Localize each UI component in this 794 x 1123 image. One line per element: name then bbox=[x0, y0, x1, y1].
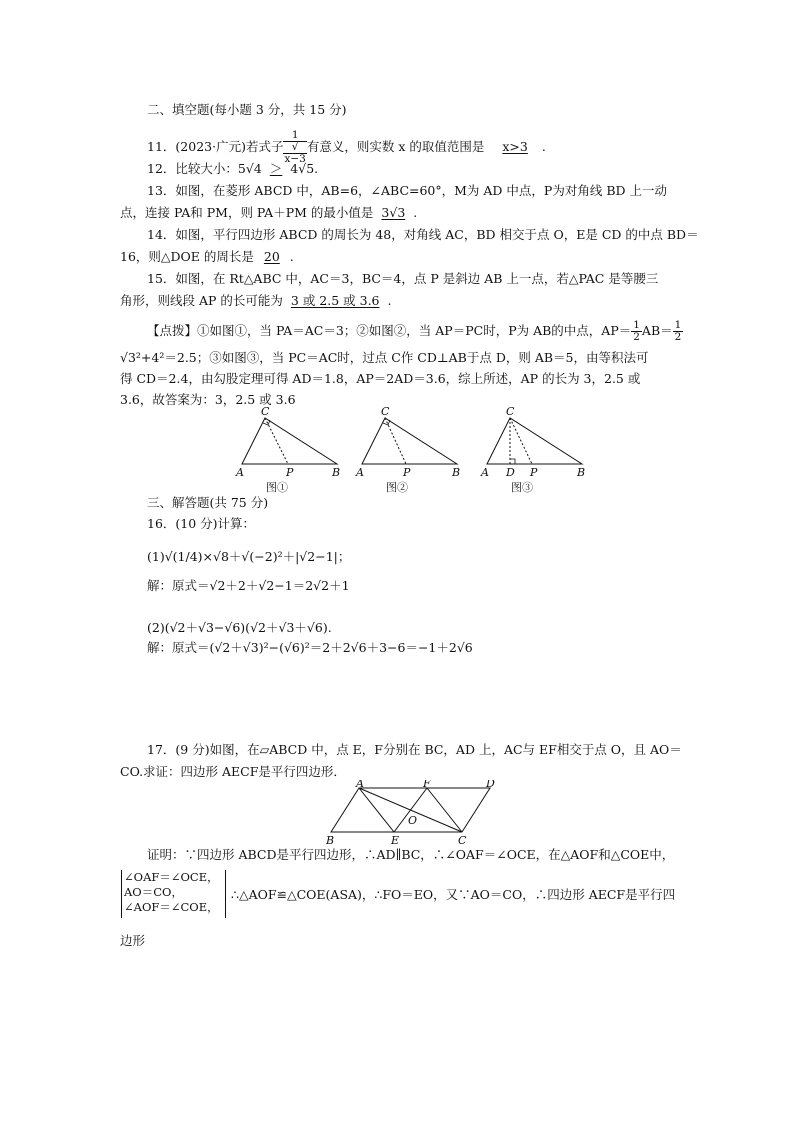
svg-text:C: C bbox=[506, 405, 515, 418]
svg-text:B: B bbox=[452, 466, 461, 479]
svg-text:C: C bbox=[261, 405, 270, 418]
hint-line4: 3.6，故答案为：3，2.5 或 3.6 bbox=[120, 392, 296, 407]
system-brace-right bbox=[225, 870, 226, 918]
svg-text:B: B bbox=[577, 466, 586, 479]
figure-1-caption: 图① bbox=[266, 481, 288, 494]
svg-text:P: P bbox=[403, 466, 411, 479]
svg-text:C: C bbox=[458, 834, 467, 846]
hint-line2: √3²+4²＝2.5；③如图③，当 PC＝AC时，过点 C作 CD⊥AB于点 D，则 AB＝5，由等积法可 bbox=[120, 350, 649, 365]
section-title-answers: 三、解答题(共 75 分) bbox=[147, 495, 269, 510]
figure-1 bbox=[235, 405, 340, 479]
q12-answer: ＞ bbox=[269, 161, 283, 176]
question-16-part2: (2)(√2＋√3−√6)(√2＋√3＋√6). bbox=[147, 620, 332, 635]
question-17-line2: CO.求证：四边形 AECF是平行四边形． bbox=[120, 764, 346, 779]
figure-3 bbox=[480, 405, 585, 479]
system-line2: AO＝CO， bbox=[124, 885, 183, 899]
question-17-line1: 17．(9 分)如图，在▱ABCD 中，点 E，F分别在 BC，AD 上，AC与 EF相交于点 O，且 AO＝ bbox=[147, 742, 682, 757]
question-14-line1: 14．如图，平行四边形 ABCD 的周长为 48，对角线 AC，BD 相交于点 O，E是 CD 的中点 BD＝ bbox=[147, 227, 699, 242]
question-13-line2: 点，连接 PA和 PM，则 PA＋PM 的最小值是 3√3 . bbox=[120, 205, 418, 220]
q11-fraction: 1 √ x−3 bbox=[284, 129, 306, 165]
svg-text:A: A bbox=[356, 466, 364, 479]
svg-text:F: F bbox=[423, 780, 431, 790]
svg-text:P: P bbox=[286, 466, 294, 479]
svg-text:C: C bbox=[381, 405, 390, 418]
q15-answer: 3 或 2.5 或 3.6 bbox=[290, 293, 380, 308]
figure-2-caption: 图② bbox=[386, 481, 408, 494]
svg-text:A: A bbox=[236, 466, 244, 479]
question-16-part1-solution: 解：原式＝√2＋2＋√2−1＝2√2＋1 bbox=[147, 578, 350, 593]
question-16-part2-solution: 解：原式＝(√2＋√3)²−(√6)²＝2＋2√6＋3−6＝−1＋2√6 bbox=[147, 640, 473, 655]
question-11: 11．(2023·广元)若式子 1 √ x−3 有意义，则实数 x 的取值范围是 x>3 . bbox=[147, 129, 546, 165]
question-15-line1: 15．如图，在 Rt△ABC 中，AC＝3，BC＝4，点 P 是斜边 AB 上一点，若△PAC 是等腰三 bbox=[147, 271, 659, 286]
question-13-line1: 13．如图，在菱形 ABCD 中，AB=6，∠ABC=60°，M为 AD 中点，P为对角线 BD 上一动 bbox=[147, 183, 667, 198]
question-16-part1: (1)√(1/4)×√8＋√(−2)²＋|√2−1|； bbox=[147, 549, 351, 564]
system-line3: ∠AOF＝∠COE， bbox=[124, 900, 219, 914]
figure-2 bbox=[355, 405, 460, 479]
question-15-line2: 角形，则线段 AP 的长可能为 3 或 2.5 或 3.6 . bbox=[120, 293, 392, 308]
proof-line1: 证明：∵四边形 ABCD是平行四边形，∴AD∥BC，∴∠OAF＝∠OCE，在△AOF和△COE中， bbox=[147, 847, 675, 862]
svg-text:A: A bbox=[481, 466, 489, 479]
proof-line3: 边形 bbox=[120, 933, 146, 948]
svg-text:B: B bbox=[332, 466, 341, 479]
triangle-figures bbox=[230, 404, 600, 484]
q11-lead: 11．(2023·广元)若式子 bbox=[147, 139, 284, 154]
q13-answer: 3√3 bbox=[381, 205, 406, 220]
hint-line3: 得 CD＝2.4，由勾股定理可得 AD＝1.8，AP＝2AD＝3.6，综上所述，AP 的长为 3，2.5 或 bbox=[120, 371, 641, 386]
svg-text:B: B bbox=[326, 834, 335, 846]
system-line1: ∠OAF＝∠OCE， bbox=[124, 870, 219, 884]
proof-line2: ∴△AOF≌△COE(ASA)，∴FO＝EO，又∵AO＝CO，∴四边形 AECF是平行四 bbox=[231, 887, 676, 902]
svg-text:A: A bbox=[356, 780, 364, 790]
figure-3-caption: 图③ bbox=[511, 481, 533, 494]
section-title-fill-blank: 二、填空题(每小题 3 分，共 15 分) bbox=[147, 102, 347, 117]
svg-text:E: E bbox=[391, 834, 400, 846]
hint-line1: 【点拨】①如图①，当 PA＝AC＝3；②如图②，当 AP＝PC时，P为 AB的中点，AP＝ $\frac{1}{2}$ AB＝ $\frac{1}{2}$ bbox=[147, 319, 682, 343]
svg-text:D: D bbox=[506, 466, 515, 479]
question-16-head: 16．(10 分)计算： bbox=[147, 516, 256, 531]
q11-answer: x>3 bbox=[502, 139, 528, 154]
svg-text:D: D bbox=[486, 780, 495, 790]
q11-mid: 有意义，则实数 x 的取值范围是 bbox=[306, 139, 485, 154]
question-12: 12．比较大小：5√4 ＞ 4√5. bbox=[147, 161, 319, 176]
q14-answer: 20 bbox=[263, 249, 280, 264]
svg-text:O: O bbox=[408, 814, 418, 827]
parallelogram-figure bbox=[322, 780, 502, 846]
question-14-line2: 16，则△DOE 的周长是 20 . bbox=[120, 249, 294, 264]
system-brace bbox=[121, 870, 122, 918]
svg-text:P: P bbox=[530, 466, 538, 479]
